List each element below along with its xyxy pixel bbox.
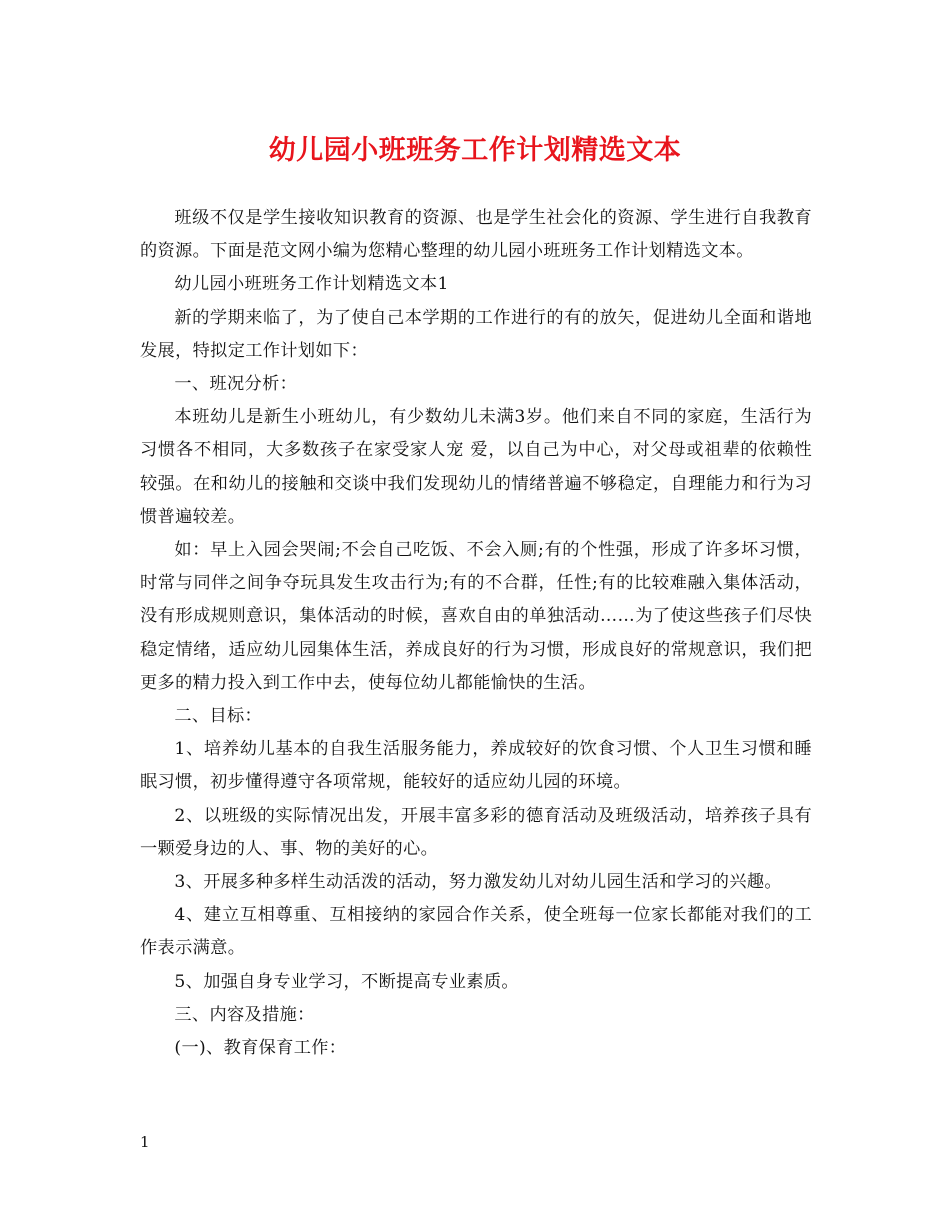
heading-goals: 二、目标： bbox=[174, 706, 263, 727]
document-title: 幼儿园小班班务工作计划精选文本 bbox=[268, 135, 682, 166]
paragraph-examples: 如：早上入园会哭闹;不会自己吃饭、不会入厕;有的个性强，形成了许多坏习惯，时常与同伴之间争夺玩具发生攻击行为;有的不合群，任性;有的比较难融入集体活动，没有形成规则意识，集体活动的时候，喜欢自由的单独活动……为了使这些孩子们尽快稳定情绪，适应幼儿园集体生活，养成良好的行为习惯，形成良好的常规意识，我们把更多的精力投入到工作中去，使每位幼儿都能愉快的生活。 bbox=[140, 540, 812, 693]
paragraph-opening: 新的学期来临了，为了使自己本学期的工作进行的有的放矢，促进幼儿全面和谐地发展，特拟定工作计划如下： bbox=[140, 307, 812, 361]
heading-class-analysis: 一、班况分析： bbox=[174, 374, 298, 395]
goal-item-4: 4、建立互相尊重、互相接纳的家园合作关系，使全班每一位家长都能对我们的工作表示满意。 bbox=[140, 905, 812, 959]
heading-education-care: (一)、教育保育工作： bbox=[174, 1038, 347, 1059]
heading-content-measures: 三、内容及措施： bbox=[174, 1004, 315, 1025]
page-number: 1 bbox=[140, 1133, 150, 1151]
goal-item-2: 2、以班级的实际情况出发，开展丰富多彩的德育活动及班级活动，培养孩子具有一颗爱身边的人、事、物的美好的心。 bbox=[140, 805, 812, 859]
document-body bbox=[140, 202, 812, 1065]
goal-item-1: 1、培养幼儿基本的自我生活服务能力，养成较好的饮食习惯、个人卫生习惯和睡眠习惯，初步懂得遵守各项常规，能较好的适应幼儿园的环境。 bbox=[140, 739, 812, 793]
goal-item-3: 3、开展多种多样生动活泼的活动，努力激发幼儿对幼儿园生活和学习的兴趣。 bbox=[174, 872, 782, 893]
goal-item-5: 5、加强自身专业学习，不断提高专业素质。 bbox=[174, 971, 519, 992]
paragraph-class-analysis: 本班幼儿是新生小班幼儿，有少数幼儿未满3岁。他们来自不同的家庭，生活行为习惯各不相同，大多数孩子在家受家人宠 爱，以自己为中心，对父母或祖辈的依赖性较强。在和幼儿的接触和交谈中我们发现幼儿的情绪普遍不够稳定，自理能力和行为习惯普遍较差。 bbox=[140, 407, 812, 527]
paragraph-intro: 班级不仅是学生接收知识教育的资源、也是学生社会化的资源、学生进行自我教育的资源。下面是范文网小编为您精心整理的幼儿园小班班务工作计划精选文本。 bbox=[140, 208, 812, 262]
paragraph-subtitle: 幼儿园小班班务工作计划精选文本1 bbox=[174, 274, 449, 295]
